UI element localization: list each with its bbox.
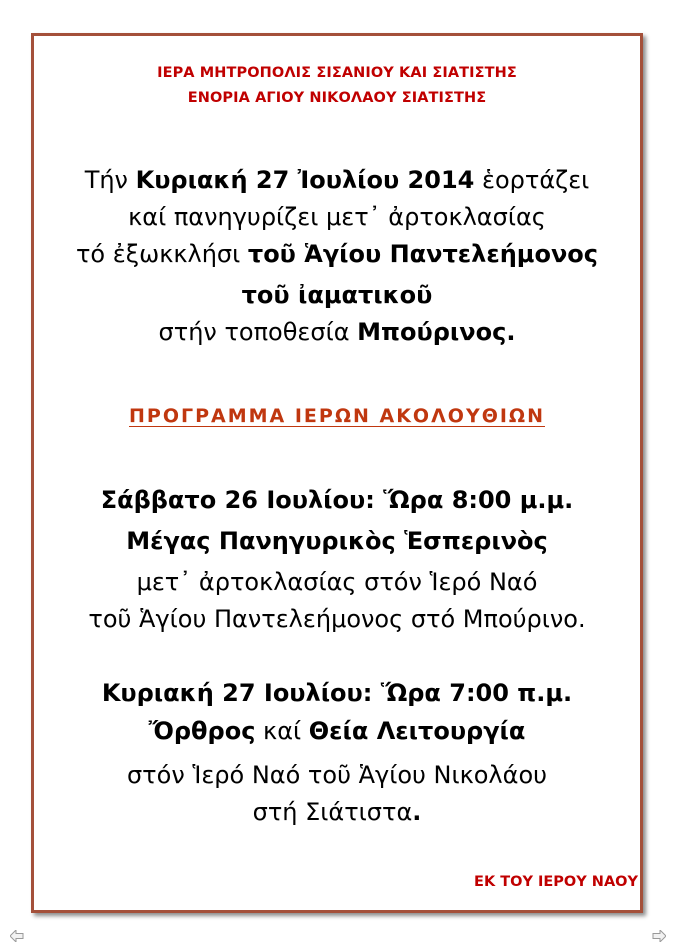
program-heading: ΠΡΟΓΡΑΜΜΑ ΙΕΡΩΝ ΑΚΟΛΟΥΘΙΩΝ [129,405,545,427]
announcement-line-4: τοῦ ἰαματικοῦ [241,281,433,309]
saturday-line-4: τοῦ Ἁγίου Παντελεήμονος στό Μπούρινο. [88,605,586,633]
sunday-connector: καί [255,717,309,745]
sunday-line-4 [34,800,640,824]
announcement-line-2: καί πανηγυρίζει μετ᾽ ἀρτοκλασίας [128,203,546,231]
header-metropolis: ΙΕΡΑ ΜΗΤΡΟΠΟΛΙΣ ΣΙΣΑΝΙΟΥ ΚΑΙ ΣΙΑΤΙΣΤΗΣ [157,65,517,81]
saturday-time: Σάββατο 26 Ιουλίου: Ὥρα 8:00 μ.μ. [100,486,574,514]
announcement-text: ἑορτάζει [474,166,590,194]
orthros: Ὄρθρος [148,717,256,745]
chapel-name: τοῦ Ἁγίου Παντελεήμονος [247,240,599,268]
announcement-text: Τήν [84,166,136,194]
saturday-service: Μέγας Πανηγυρικὸς Ἑσπερινὸς [126,527,548,555]
announcement-text: στήν τοποθεσία [158,318,358,346]
sunday-place: στή Σιάτιστα [252,798,413,826]
sunday-services [34,719,640,743]
divine-liturgy: Θεία Λειτουργία [308,717,526,745]
sunday-period: . [412,798,422,826]
sunday-line-3: στόν Ἱερό Ναό τοῦ Ἁγίου Νικολάου [126,761,548,789]
announcement-text: τό ἐξωκκλήσι [75,240,248,268]
location-name: Μπούρινος. [357,318,516,346]
announcement-line-5 [34,320,640,344]
announcement-line-3 [34,242,640,266]
sunday-time: Κυριακή 27 Ιουλίου: Ὥρα 7:00 π.μ. [101,679,573,707]
announcement-line-1 [34,168,640,192]
arrow-right-icon[interactable] [652,930,666,942]
saturday-line-3: μετ᾽ ἀρτοκλασίας στόν Ἱερό Ναό [136,568,538,596]
announcement-date: Κυριακή 27 Ἰουλίου 2014 [135,166,475,194]
header-parish: ΕΝΟΡΙΑ ΑΓΙΟΥ ΝΙΚΟΛΑΟΥ ΣΙΑΤΙΣΤΗΣ [187,90,487,106]
footer-signature: ΕΚ ΤΟΥ ΙΕΡΟΥ ΝΑΟΥ [474,874,638,890]
arrow-left-icon[interactable] [10,930,24,942]
